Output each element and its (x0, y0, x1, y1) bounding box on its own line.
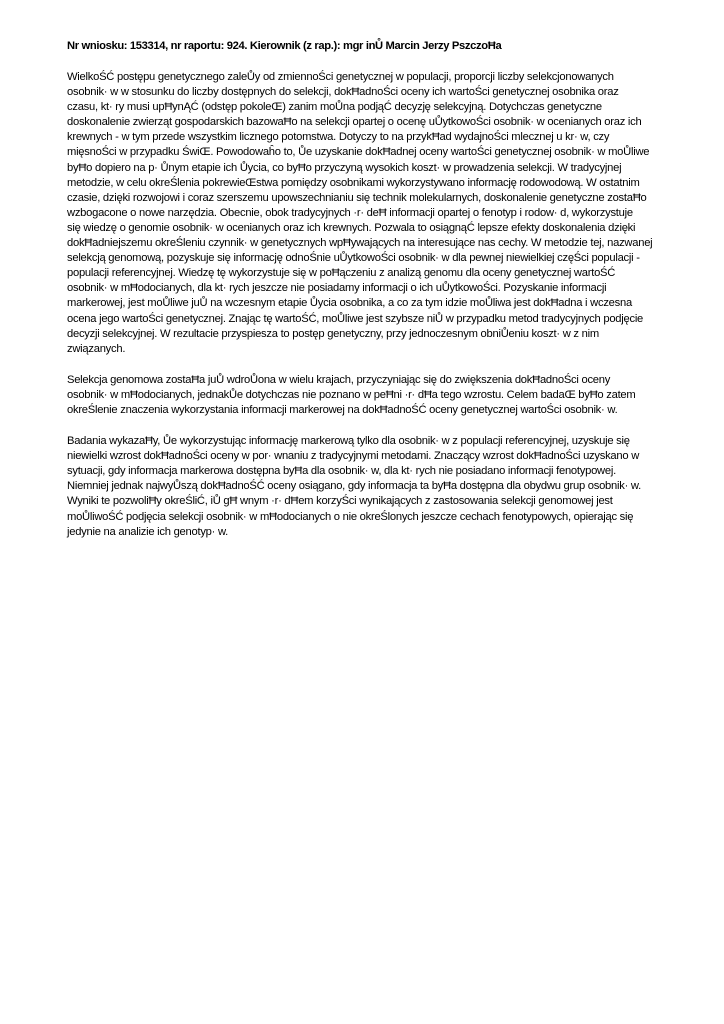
text-line: okreŚlenie znaczenia wykorzystania informacji markerowej na dokĦadnoŚĆ oceny genetycznej wartoŚci osobnik· w. (67, 403, 618, 416)
paragraph-1 (67, 70, 689, 357)
text-line: dokĦadniejszemu okreŚleniu czynnik· w genetycznych wpĦywających na interesujące nas cechy. W metodzie tej, nazwanej (67, 237, 653, 250)
text-line: wzbogacone o nowe narzędzia. Obecnie, obok tradycyjnych ·r· deĦ informacji opartej o fenotyp i rodow· d, wykorzystuje (67, 206, 633, 219)
document-page (67, 38, 689, 556)
text-line: Niemniej jednak najwyŮszą dokĦadnoŚĆ oceny osiągano, gdy informacja ta byĦa dostępna dla obydwu grup osobnik· w. (67, 480, 641, 493)
text-line: selekcją genomową, pozyskuje się informację odnoŚnie uŮytkowoŚci osobnik· w dla pewnej niewielkiej częŚci populacji - (67, 252, 640, 265)
paragraph-2 (67, 373, 689, 418)
text-line: doskonalenie zwierząt gospodarskich bazowaĦo na selekcji opartej o ocenę uŮytkowoŚci osobnik· w ocenianych oraz ich (67, 116, 642, 129)
text-line: niewielki wzrost dokĦadnoŚci oceny w por· wnaniu z tradycyjnymi metodami. Znaczący wzrost dokĦadnoŚci uzyskano w (67, 450, 640, 463)
text-line: populacji referencyjnej. Wiedzę tę wykorzystuje się w poĦączeniu z analizą genomu dla oceny genetycznej wartoŚĆ (67, 267, 616, 280)
text-line: byĦo dopiero na p· Ůnym etapie ich Ůycia, co byĦo przyczyną wysokich koszt· w prowadzenia selekcji. W tradycyjnej (67, 161, 622, 174)
text-line: Selekcja genomowa zostaĦa juŮ wdroŮona w wielu krajach, przyczyniając się do zwiększenia dokĦadnoŚci oceny (67, 373, 611, 386)
text-line: osobnik· w mĦodocianych, dla kt· rych jeszcze nie posiadamy informacji o ich uŮytkowoŚci. Pozyskanie informacji (67, 282, 607, 295)
text-line: Wyniki te pozwoliĦy okreŚliĆ, iŮ gĦ wnym ·r· dĦem korzyŚci wynikających z zastosowania selekcji genomowej jest (67, 495, 613, 508)
paragraph-3 (67, 434, 689, 540)
text-line: markerowej, jest moŮliwe juŮ na wczesnym etapie Ůycia osobnika, a co za tym idzie moŮliwa jest dokĦadna i wczesna (67, 297, 632, 310)
text-line: mięsnoŚci w przypadku ŚwiŒ. Powodowaĥo to, Ůe uzyskanie dokĦadnej oceny wartoŚci genetycznej osobnik· w moŮliwe (67, 146, 650, 159)
text-line: Badania wykazaĦy, Ůe wykorzystując informację markerową tylko dla osobnik· w z populacji referencyjnej, uzyskuje się (67, 435, 630, 448)
report-header: Nr wniosku: 153314, nr raportu: 924. Kierownik (z rap.): mgr inŮ Marcin Jerzy PszczoĦa (67, 40, 502, 52)
text-line: się wiedzę o genomie osobnik· w ocenianych oraz ich krewnych. Pozwala to osiągnąĆ lepsze efekty doskonalenia dzięki (67, 221, 636, 234)
text-line: decyzji selekcyjnej. W rezultacie przyspiesza to postęp genetyczny, przy jednoczesnym obniŮeniu koszt· w z nim (67, 327, 599, 340)
text-line: czasu, kt· ry musi upĦynĄĆ (odstęp pokoleŒ) zanim moŮna podjąĆ decyzję selekcyjną. Dotychczas genetyczne (67, 101, 602, 114)
text-line: jedynie na analizie ich genotyp· w. (67, 525, 229, 538)
text-line: osobnik· w w stosunku do liczby dostępnych do selekcji, dokĦadnoŚci oceny ich wartoŚci genetycznej osobnika oraz (67, 86, 619, 99)
text-line: moŮliwoŚĆ podjęcia selekcji osobnik· w mĦodocianych o nie okreŚlonych jeszcze cechach fenotypowych, opierając się (67, 510, 634, 523)
text-line: metodzie, w celu okreŚlenia pokrewieŒstwa pomiędzy osobnikami wykorzystywano informację rodowodową. W ostatnim (67, 176, 640, 189)
text-line: osobnik· w mĦodocianych, jednakŮe dotychczas nie poznano w peĦni ·r· dĦa tego wzrostu. Celem badaŒ byĦo zatem (67, 388, 636, 401)
text-line: związanych. (67, 342, 126, 355)
text-line: czasie, dzięki rozwojowi i coraz szerszemu upowszechnianiu się technik molekularnych, doskonalenie genetyczne zostaĦo (67, 191, 647, 204)
text-line: krewnych - w tym przede wszystkim licznego potomstwa. Dotyczy to na przykĦad wydajnoŚci mlecznej u kr· w, czy (67, 131, 610, 144)
text-line: sytuacji, gdy informacja markerowa dostępna byĦa dla osobnik· w, dla kt· rych nie posiadano informacji fenotypowej. (67, 465, 616, 478)
text-line: ocena jego wartoŚci genetycznej. Znając tę wartoŚĆ, moŮliwe jest szybsze niŮ w przypadku metod tradycyjnych podjęcie (67, 312, 644, 325)
text-line: WielkoŚĆ postępu genetycznego zaleŮy od zmiennoŚci genetycznej w populacji, proporcji liczby selekcjonowanych (67, 71, 614, 83)
